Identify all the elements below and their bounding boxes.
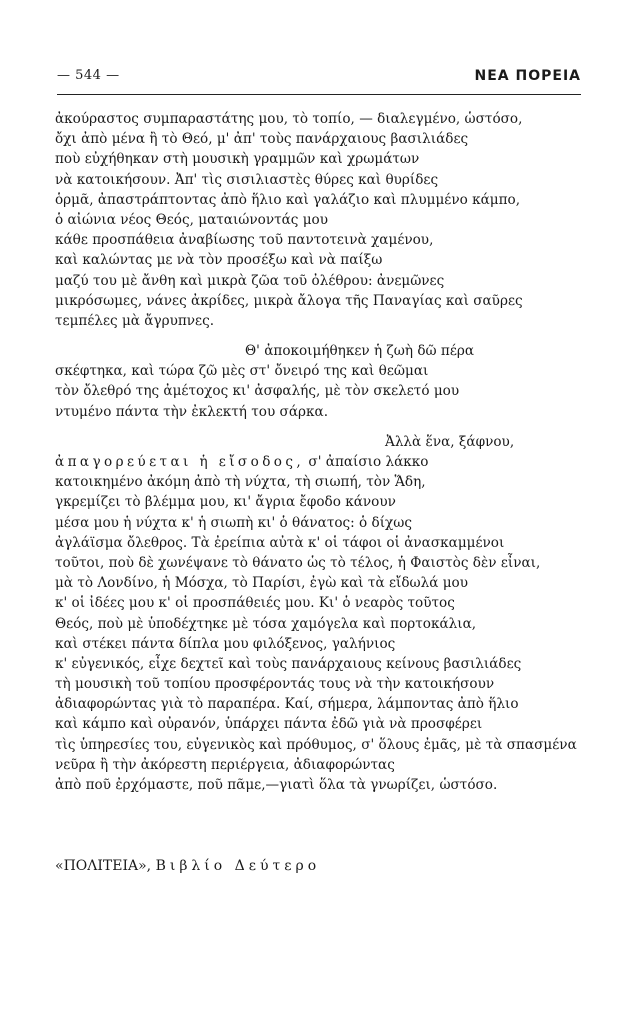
poem-line: κ' οἱ ἰδέες μου κ' οἱ προσπάθειές μου. Κι' ὁ νεαρὸς τοῦτος — [55, 595, 455, 612]
poem-line: νεῦρα ἢ τὴν ἀκόρεστη περιέργεια, ἀδιαφορώντας — [55, 756, 395, 773]
poem-line: ἀκούραστος συμπαραστάτης μου, τὸ τοπίο, — διαλεγμένο, ὡστόσο, — [55, 111, 523, 127]
stanza-1 — [55, 109, 585, 331]
poem-line: Θεός, ποὺ μὲ ὑποδέχτηκε μὲ τόσα χαμόγελα καὶ πορτοκάλια, — [55, 615, 477, 632]
poem-line: καὶ καλώντας με νὰ τὸν προσέξω καὶ νὰ παίξω — [55, 252, 383, 269]
poem-body — [55, 109, 585, 795]
poem-line: σκέφτηκα, καὶ τώρα ζῶ μὲς στ' ὄνειρό της καὶ θεῶμαι — [55, 363, 429, 380]
poem-line: γκρεμίζει τὸ βλέμμα μου, κι' ἄγρια ἔφοδο κάνουν — [55, 494, 396, 511]
poem-line: κατοικημένο ἀκόμη ἀπὸ τὴ νύχτα, τὴ σιωπή, τὸν Ἅδη, — [55, 474, 426, 491]
poem-line: ποὺ εὐχήθηκαν στὴ μουσικὴ γραμμῶν καὶ χρωμάτων — [55, 151, 420, 168]
poem-line: τοῦτοι, ποὺ δὲ χωνέψανε τὸ θάνατο ὡς τὸ τέλος, ἡ Φαιστὸς δὲν εἶναι, — [55, 554, 541, 571]
poem-line: ντυμένο πάντα τὴν ἐκλεκτή του σάρκα. — [55, 403, 329, 420]
source-citation — [55, 858, 320, 874]
poem-line: μαζύ του μὲ ἄνθη καὶ μικρὰ ζῶα τοῦ ὀλέθρου: ἀνεμῶνες — [55, 272, 445, 289]
source-work-title: «ΠΟΛΙΤΕΙΑ», — [55, 858, 156, 874]
stanza-3 — [55, 432, 585, 795]
poem-line: καὶ κάμπο καὶ οὐρανόν, ὑπάρχει πάντα ἐδῶ γιὰ νὰ προσφέρει — [55, 716, 483, 733]
poem-line: μικρόσωμες, νάνες ἀκρίδες, μικρὰ ἄλογα τῆς Παναγίας καὶ σαῦρες — [55, 292, 523, 309]
page-number: — 544 — — [57, 68, 120, 83]
poem-line: ἀπὸ ποῦ ἐρχόμαστε, ποῦ πᾶμε,—γιατὶ ὅλα τὰ γνωρίζει, ὡστόσο. — [55, 777, 498, 793]
journal-title: ΝΕΑ ΠΟΡΕΙΑ — [474, 68, 581, 84]
poem-line: ἀδιαφορώντας γιὰ τὸ παραπέρα. Καί, σήμερα, λάμποντας ἀπὸ ἥλιο — [55, 696, 519, 713]
poem-line: ἀγλάϊσμα ὄλεθρος. Τὰ ἐρείπια αὐτὰ κ' οἱ τάφοι οἱ ἀνασκαμμένοι — [55, 534, 505, 551]
header-rule — [57, 94, 581, 95]
poem-line — [55, 452, 585, 472]
poem-line: κάθε προσπάθεια ἀναβίωσης τοῦ παντοτεινὰ χαμένου, — [55, 232, 434, 249]
poem-line: τὴ μουσικὴ τοῦ τοπίου προσφέροντάς τους νὰ τὴν κατοικήσουν — [55, 676, 495, 693]
spaced-phrase: ἀπαγορεύεται ἡ εἴσοδος, — [55, 454, 305, 470]
poem-line: μὰ τὸ Λονδίνο, ἡ Μόσχα, τὸ Παρίσι, ἐγὼ καὶ τὰ εἴδωλά μου — [55, 575, 468, 592]
poem-line: κ' εὐγενικός, εἶχε δεχτεῖ καὶ τοὺς πανάρχαιους κείνους βασιλιάδες — [55, 655, 522, 672]
poem-line: ὄχι ἀπὸ μένα ἢ τὸ Θεό, μ' ἀπ' τοὺς πανάρχαιους βασιλιάδες — [55, 131, 469, 148]
poem-line: νὰ κατοικήσουν. Ἀπ' τὶς σισιλιαστὲς θύρες καὶ θυρίδες — [55, 171, 439, 188]
poem-line: τὶς ὑπηρεσίες του, εὐγενικὸς καὶ πρόθυμος, σ' ὅλους ἐμᾶς, μὲ τὰ σπασμένα — [55, 736, 577, 753]
source-book: Βιβλίο Δεύτερο — [155, 858, 321, 874]
poem-line: τεμπέλες μὰ ἄγρυπνες. — [55, 312, 215, 329]
poem-line: ὁ αἰώνια νέος Θεός, ματαιώνοντάς μου — [55, 211, 329, 228]
poem-line: καὶ στέκει πάντα δίπλα μου φιλόξενος, γαλήνιος — [55, 635, 396, 652]
page-header — [57, 68, 581, 90]
poem-line: μέσα μου ἡ νύχτα κ' ἡ σιωπὴ κι' ὁ θάνατος: ὁ δίχως — [55, 514, 412, 531]
poem-line: τὸν ὄλεθρό της ἀμέτοχος κι' ἀσφαλής, μὲ τὸν σκελετό μου — [55, 383, 460, 400]
poem-line-rest: σ' ἀπαίσιο λάκκο — [304, 454, 429, 470]
poem-line: ὁρμᾶ, ἀπαστράπτοντας ἀπὸ ἥλιο καὶ γαλάζιο καὶ πλυμμένο κάμπο, — [55, 191, 521, 208]
poem-line-indented: Θ' ἀποκοιμήθηκεν ἡ ζωὴ δῶ πέρα — [245, 343, 475, 360]
poem-line-indented: Ἀλλὰ ἕνα, ξάφνου, — [385, 433, 515, 450]
stanza-2 — [55, 341, 585, 422]
